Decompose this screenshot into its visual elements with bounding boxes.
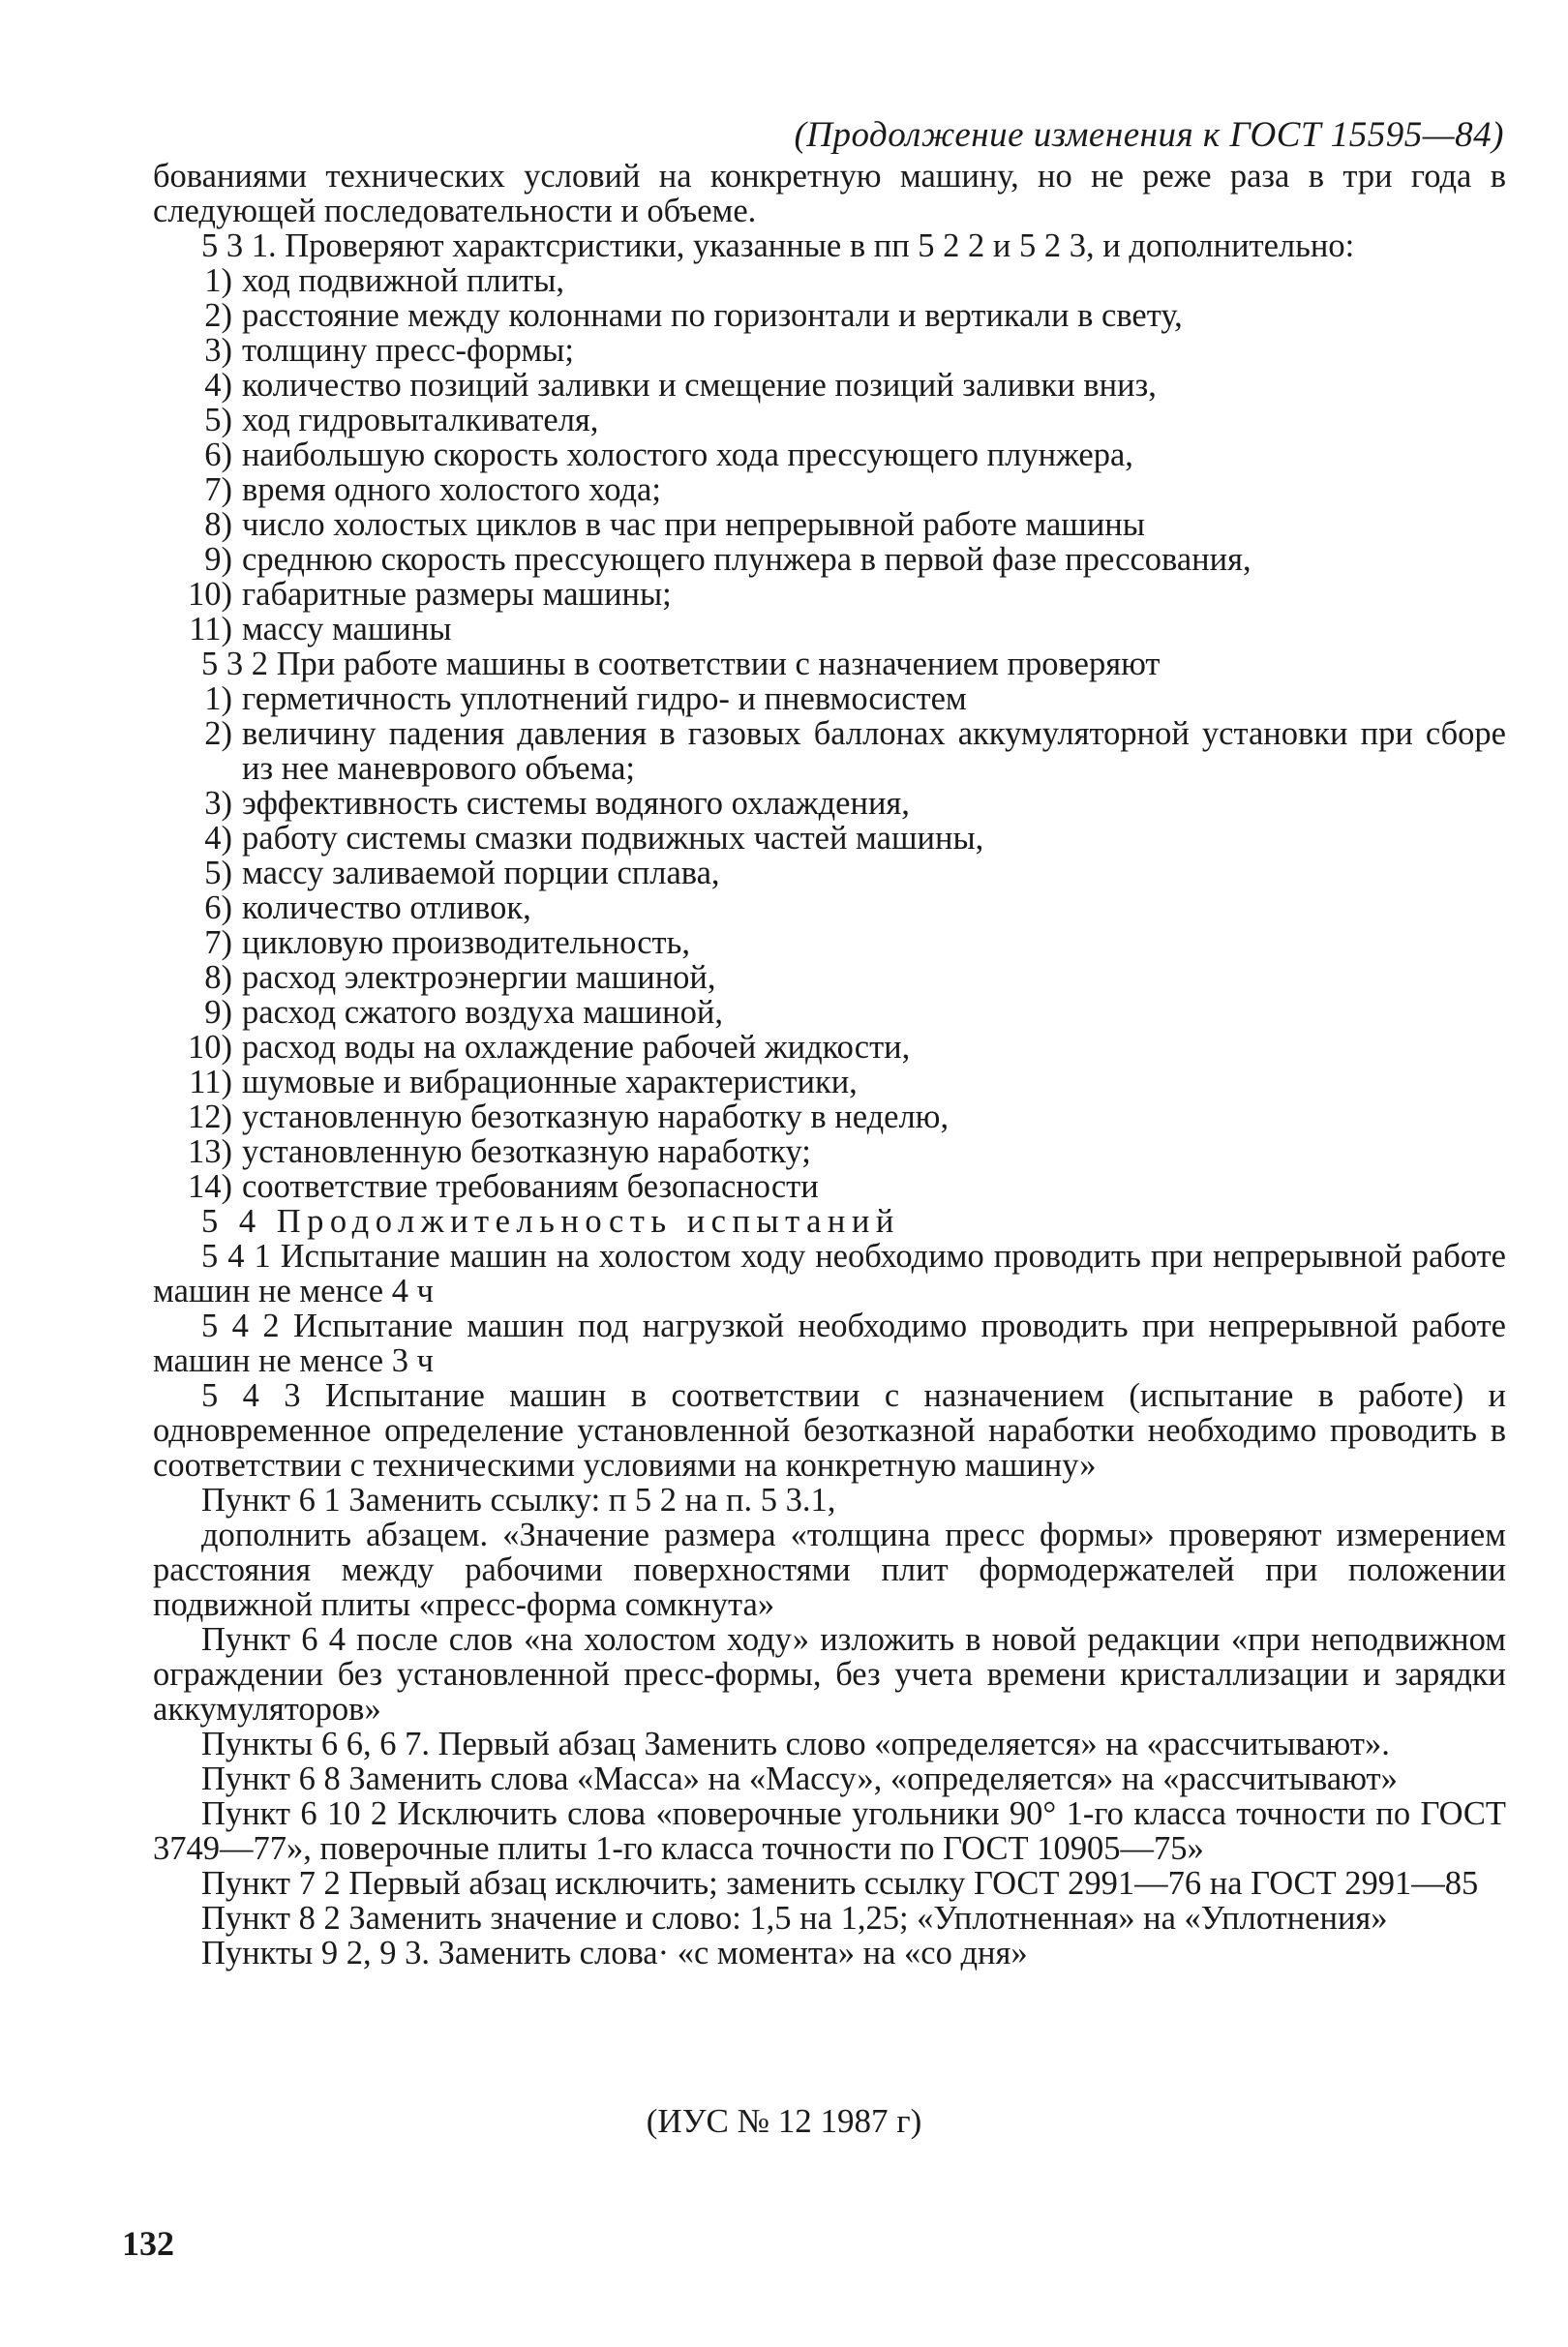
list-item xyxy=(153,333,1506,368)
list-item-number: 11) xyxy=(189,611,232,647)
paragraph-continuation: бованиями технических условий на конкретную машину, но не реже раза в три года в следующей последовательности и объеме. xyxy=(153,158,1506,229)
list-item xyxy=(153,960,1506,995)
paragraph-item-82: Пункт 8 2 Заменить значение и слово: 1,5 на 1,25; «Уплотненная» на «Уплотнения» xyxy=(201,1900,1388,1937)
list-item xyxy=(153,1169,1506,1204)
list-item-number: 1) xyxy=(204,680,232,717)
list-item-number: 7) xyxy=(204,471,232,508)
list-item-text: соответствие требованиям безопасности xyxy=(242,1168,819,1205)
list-item xyxy=(153,437,1506,472)
list-item-number: 9) xyxy=(204,994,232,1031)
paragraph-item-61: Пункт 6 1 Заменить ссылку: п 5 2 на п. 5 3.1, xyxy=(201,1482,836,1519)
page-header: (Продолжение изменения к ГОСТ 15595—84) xyxy=(794,115,1504,155)
list-item-number: 8) xyxy=(204,959,232,996)
list-item-text: герметичность уплотнений гидро- и пневмосистем xyxy=(242,680,967,717)
paragraph-543: 5 4 3 Испытание машин в соответствии с назначением (испытание в работе) и одновременное определение установленной безотказной наработки необходимо проводить в соответствии с техническими условиями на конкретную машину» xyxy=(153,1377,1506,1484)
document-body xyxy=(153,159,1506,1971)
list-item xyxy=(153,368,1506,403)
list-item xyxy=(153,298,1506,333)
paragraph-532: 5 3 2 При работе машины в соответствии с назначением проверяют xyxy=(201,646,1161,682)
list-item-number: 3) xyxy=(204,332,232,369)
list-532 xyxy=(153,681,1506,1204)
list-item xyxy=(153,995,1506,1030)
page-number: 132 xyxy=(122,2224,174,2263)
list-item xyxy=(153,263,1506,298)
list-item-text: число холостых циклов в час при непрерывной работе машины xyxy=(242,506,1145,543)
list-item xyxy=(153,681,1506,716)
list-item-number: 11) xyxy=(189,1064,232,1100)
list-item-number: 1) xyxy=(204,262,232,299)
list-item-text: ход гидровыталкивателя, xyxy=(242,402,599,438)
list-item-text: массу машины xyxy=(242,611,452,647)
list-item-number: 9) xyxy=(204,541,232,578)
list-item xyxy=(153,786,1506,821)
list-item xyxy=(153,542,1506,577)
list-item-text: шумовые и вибрационные характеристики, xyxy=(242,1064,858,1100)
list-item xyxy=(153,507,1506,542)
list-item-number: 4) xyxy=(204,820,232,857)
list-item-text: среднюю скорость прессующего плунжера в первой фазе прессования, xyxy=(242,541,1251,578)
list-item-text: расстояние между колоннами по горизонтали и вертикали в свету, xyxy=(242,297,1183,334)
list-item-text: наибольшую скорость холостого хода прессующего плунжера, xyxy=(242,436,1133,473)
paragraph-items-66-67: Пункты 6 6, 6 7. Первый абзац Заменить слово «определяется» на «рассчитывают». xyxy=(201,1726,1390,1762)
list-item-number: 10) xyxy=(188,1029,232,1066)
list-item xyxy=(153,821,1506,856)
list-item-number: 2) xyxy=(204,715,232,752)
list-item-number: 2) xyxy=(204,297,232,334)
list-item xyxy=(153,1065,1506,1099)
list-531 xyxy=(153,263,1506,647)
list-item-number: 10) xyxy=(188,576,232,613)
paragraph-item-68: Пункт 6 8 Заменить слова «Масса» на «Массу», «определяется» на «рассчитывают» xyxy=(201,1760,1398,1797)
list-item-number: 5) xyxy=(204,402,232,438)
list-item-number: 4) xyxy=(204,367,232,404)
list-item-text: толщину пресс-формы; xyxy=(242,332,574,369)
list-item xyxy=(153,716,1506,786)
list-item-text: количество позиций заливки и смещение позиций заливки вниз, xyxy=(242,367,1157,404)
paragraph-item-61-addition: дополнить абзацем. «Значение размера «толщина пресс формы» проверяют измерением расстояния между рабочими поверхностями плит формодержателей при положении подвижной плиты «пресс-форма сомкнута» xyxy=(153,1517,1506,1623)
list-item-number: 6) xyxy=(204,889,232,926)
paragraph-items-92-93: Пункты 9 2, 9 3. Заменить слова· «с момента» на «со дня» xyxy=(201,1935,1028,1971)
list-item-text: установленную безотказную наработку; xyxy=(242,1133,811,1170)
list-item xyxy=(153,577,1506,612)
paragraph-item-64: Пункт 6 4 после слов «на холостом ходу» изложить в новой редакции «при неподвижном ограждении без установленной пресс-формы, без учета времени кристаллизации и зарядки аккумуляторов» xyxy=(153,1621,1506,1728)
list-item xyxy=(153,612,1506,647)
list-item-text: величину падения давления в газовых баллонах аккумуляторной установки при сборе из нее маневрового объема; xyxy=(242,715,1506,787)
list-item xyxy=(153,472,1506,507)
list-item-text: ход подвижной плиты, xyxy=(242,262,565,299)
list-item xyxy=(153,403,1506,437)
list-item-number: 7) xyxy=(204,924,232,961)
paragraph-542: 5 4 2 Испытание машин под нагрузкой необходимо проводить при непрерывной работе машин не менсе 3 ч xyxy=(153,1308,1506,1379)
list-item-number: 5) xyxy=(204,855,232,891)
list-item-text: массу заливаемой порции сплава, xyxy=(242,855,720,891)
paragraph-531: 5 3 1. Проверяют характсристики, указанные в пп 5 2 2 и 5 2 3, и дополнительно: xyxy=(201,227,1355,264)
list-item xyxy=(153,1099,1506,1134)
list-item-number: 14) xyxy=(188,1168,232,1205)
list-item-number: 3) xyxy=(204,785,232,822)
paragraph-item-6102: Пункт 6 10 2 Исключить слова «поверочные угольники 90° 1-го класса точности по ГОСТ 3749—77», поверочные плиты 1-го класса точности по ГОСТ 10905—75» xyxy=(153,1795,1506,1867)
list-item-text: установленную безотказную наработку в неделю, xyxy=(242,1098,950,1135)
section-heading-54: 5 4 Продолжительность испытаний xyxy=(201,1203,900,1240)
publication-note: (ИУС № 12 1987 г) xyxy=(646,2102,922,2140)
list-item-text: количество отливок, xyxy=(242,889,531,926)
list-item-text: время одного холостого хода; xyxy=(242,471,661,508)
list-item-text: эффективность системы водяного охлаждения, xyxy=(242,785,910,822)
list-item-text: расход электроэнергии машиной, xyxy=(242,959,716,996)
list-item xyxy=(153,856,1506,890)
list-item-text: цикловую производительность, xyxy=(242,924,690,961)
list-item xyxy=(153,890,1506,925)
list-item-number: 12) xyxy=(188,1098,232,1135)
list-item-number: 6) xyxy=(204,436,232,473)
list-item xyxy=(153,925,1506,960)
list-item-number: 8) xyxy=(204,506,232,543)
list-item-text: расход воды на охлаждение рабочей жидкости, xyxy=(242,1029,911,1066)
list-item-number: 13) xyxy=(188,1133,232,1170)
list-item-text: габаритные размеры машины; xyxy=(242,576,672,613)
list-item-text: работу системы смазки подвижных частей машины, xyxy=(242,820,984,857)
list-item xyxy=(153,1030,1506,1065)
paragraph-541: 5 4 1 Испытание машин на холостом ходу необходимо проводить при непрерывной работе машин не менсе 4 ч xyxy=(153,1238,1506,1309)
list-item-text: расход сжатого воздуха машиной, xyxy=(242,994,723,1031)
paragraph-item-72: Пункт 7 2 Первый абзац исключить; заменить ссылку ГОСТ 2991—76 на ГОСТ 2991—85 xyxy=(201,1865,1479,1902)
list-item xyxy=(153,1134,1506,1169)
